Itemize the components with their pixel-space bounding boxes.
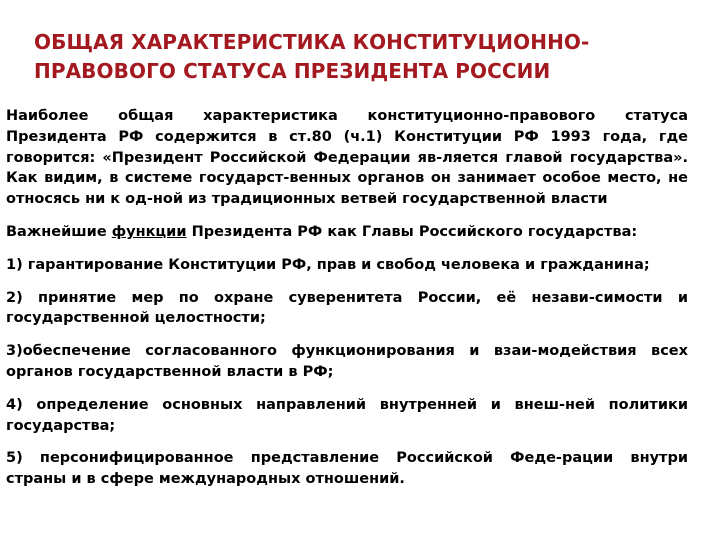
functions-lead: Важнейшие	[6, 223, 107, 240]
function-item-2: 2) принятие мер по охране суверенитета России, её незави-симости и государственной целостности;	[6, 289, 688, 327]
functions-tail: Президента РФ как Главы Российского государства:	[191, 223, 638, 240]
intro-paragraph: Наиболее общая характеристика конституционно-правового статуса Президента РФ содержится в ст.80 (ч.1) Конституции РФ 1993 года, где говорится: «Президент Российской Федерации яв-ляется главой государства». Как видим, в системе государст-венных органов он занимает особое место, не относясь ни к од-ной из традиционных ветвей государственной власти	[6, 108, 688, 208]
functions-link[interactable]: функции	[111, 223, 187, 240]
function-item-5: 5) персонифицированное представление Российской Феде-рации внутри страны и в сфере международных отношений.	[6, 450, 688, 488]
functions-heading	[6, 222, 688, 243]
function-item-4: 4) определение основных направлений внутренней и внеш-ней политики государства;	[6, 396, 688, 434]
function-item-3: 3)обеспечение согласованного функционирования и взаи-модействия всех органов государственной власти в РФ;	[6, 343, 688, 380]
slide-title: ОБЩАЯ ХАРАКТЕРИСТИКА КОНСТИТУЦИОННО-ПРАВОВОГО СТАТУСА ПРЕЗИДЕНТА РОССИИ	[34, 30, 590, 83]
slide-body	[6, 106, 688, 502]
function-item-1: 1) гарантирование Конституции РФ, прав и свобод человека и гражданина;	[6, 256, 650, 273]
